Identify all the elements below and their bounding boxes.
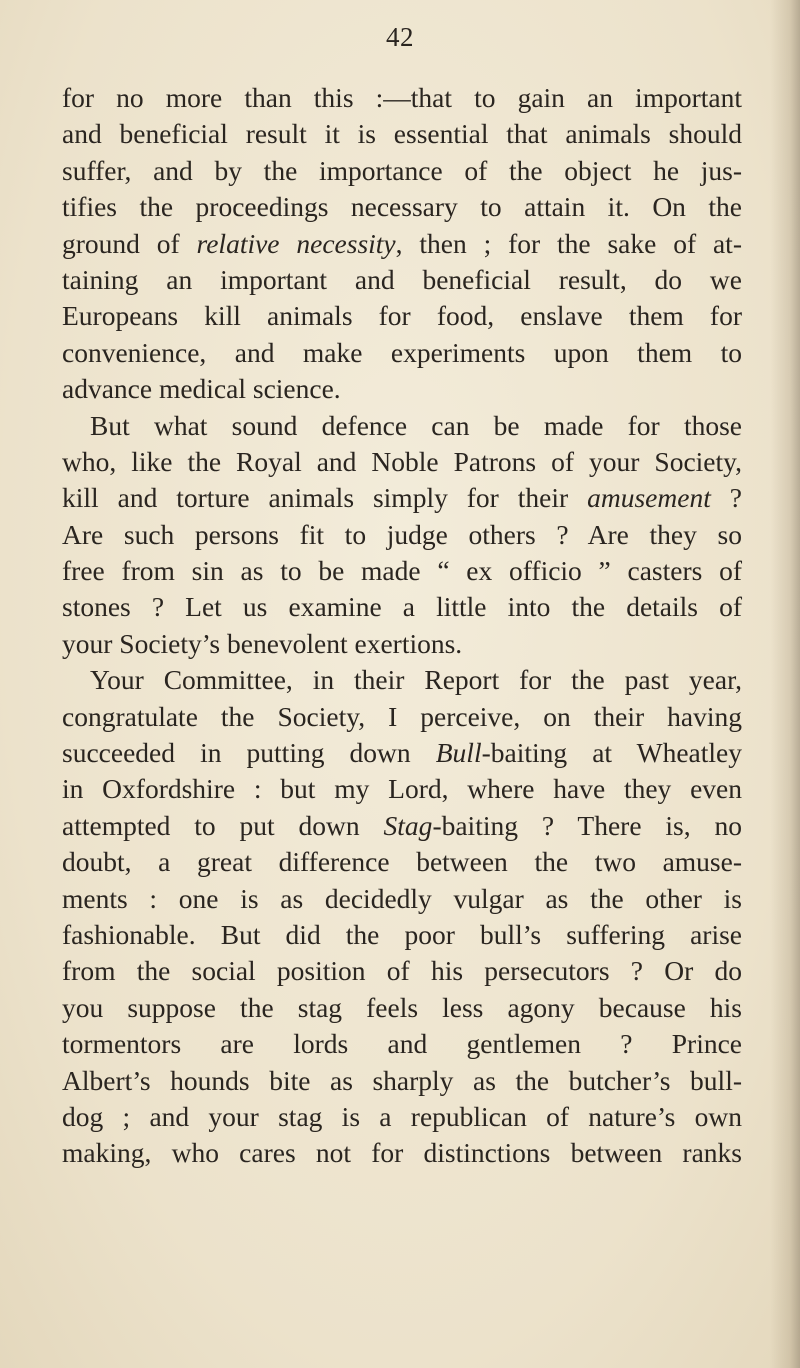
- text-segment: making, who cares not for distinctions between ranks: [62, 1137, 742, 1169]
- text-segment: succeeded in putting down: [62, 737, 436, 769]
- text-segment: your Society’s benevolent exertions.: [62, 627, 463, 659]
- text-line: [62, 444, 742, 480]
- text-line: [62, 1063, 742, 1099]
- text-line: [62, 262, 742, 298]
- text-line: [62, 881, 742, 917]
- text-line: [62, 226, 742, 262]
- text-segment: you suppose the stag feels less agony because his: [62, 991, 742, 1023]
- text-line: [62, 335, 742, 371]
- body-text: [62, 80, 742, 1172]
- text-segment: kill and torture animals simply for their: [62, 482, 588, 514]
- text-segment: Your Committee, in their Report for the past year,: [90, 664, 742, 696]
- text-segment: dog ; and your stag is a republican of nature’s own: [62, 1100, 742, 1132]
- text-segment: ?: [710, 482, 742, 514]
- text-segment: who, like the Royal and Noble Patrons of your Society,: [62, 445, 742, 477]
- text-segment: attempted to put down: [62, 809, 384, 841]
- italic-text: amusement: [587, 482, 711, 514]
- text-line: [62, 917, 742, 953]
- text-line: [62, 517, 742, 553]
- text-line: [62, 1135, 742, 1171]
- text-line: [62, 844, 742, 880]
- text-line: [62, 771, 742, 807]
- text-segment: and beneficial result it is essential that animals should: [62, 118, 742, 150]
- text-line: [62, 480, 742, 516]
- text-line: [62, 626, 742, 662]
- text-segment: But what sound defence can be made for those: [90, 409, 742, 441]
- text-line: [62, 80, 742, 116]
- text-segment: suffer, and by the importance of the object he jus-: [62, 154, 742, 186]
- text-segment: convenience, and make experiments upon them to: [62, 336, 742, 368]
- text-line: [62, 735, 742, 771]
- text-segment: congratulate the Society, I perceive, on their having: [62, 700, 742, 732]
- text-segment: ground of: [62, 227, 197, 259]
- text-segment: doubt, a great difference between the two amuse-: [62, 846, 742, 878]
- text-line: [62, 408, 742, 444]
- text-segment: fashionable. But did the poor bull’s suffering arise: [62, 918, 742, 950]
- text-line: [62, 553, 742, 589]
- text-segment: taining an important and beneficial result, do we: [62, 263, 742, 295]
- text-line: [62, 298, 742, 334]
- italic-text: Bull: [435, 737, 482, 769]
- page-number: 42: [386, 22, 414, 52]
- text-line: [62, 1026, 742, 1062]
- text-line: [62, 589, 742, 625]
- text-line: [62, 153, 742, 189]
- text-segment: tormentors are lords and gentlemen ? Prince: [62, 1028, 742, 1060]
- text-segment: in Oxfordshire : but my Lord, where have they even: [62, 773, 742, 805]
- text-line: [62, 116, 742, 152]
- text-segment: Europeans kill animals for food, enslave them for: [62, 300, 742, 332]
- text-line: [62, 699, 742, 735]
- text-line: [62, 808, 742, 844]
- text-segment: from the social position of his persecutors ? Or do: [62, 955, 742, 987]
- text-segment: ments : one is as decidedly vulgar as the other is: [62, 882, 742, 914]
- text-segment: for no more than this :—that to gain an important: [62, 82, 742, 113]
- text-segment: -baiting ? There is, no: [432, 809, 742, 841]
- text-segment: Albert’s hounds bite as sharply as the butcher’s bull-: [62, 1064, 742, 1096]
- text-line: [62, 662, 742, 698]
- text-segment: , then ; for the sake of at-: [395, 227, 742, 259]
- italic-text: relative necessity: [196, 227, 396, 259]
- italic-text: Stag: [383, 809, 433, 841]
- text-line: [62, 953, 742, 989]
- text-line: [62, 189, 742, 225]
- text-segment: tifies the proceedings necessary to attain it. On the: [62, 191, 742, 223]
- text-segment: stones ? Let us examine a little into the details of: [62, 591, 742, 623]
- text-line: [62, 371, 742, 407]
- text-segment: -baiting at Wheatley: [481, 737, 742, 769]
- text-segment: advance medical science.: [62, 373, 341, 405]
- text-segment: free from sin as to be made “ ex officio ” casters of: [62, 555, 742, 587]
- text-line: [62, 1099, 742, 1135]
- text-segment: Are such persons fit to judge others ? Are they so: [62, 518, 742, 550]
- text-line: [62, 990, 742, 1026]
